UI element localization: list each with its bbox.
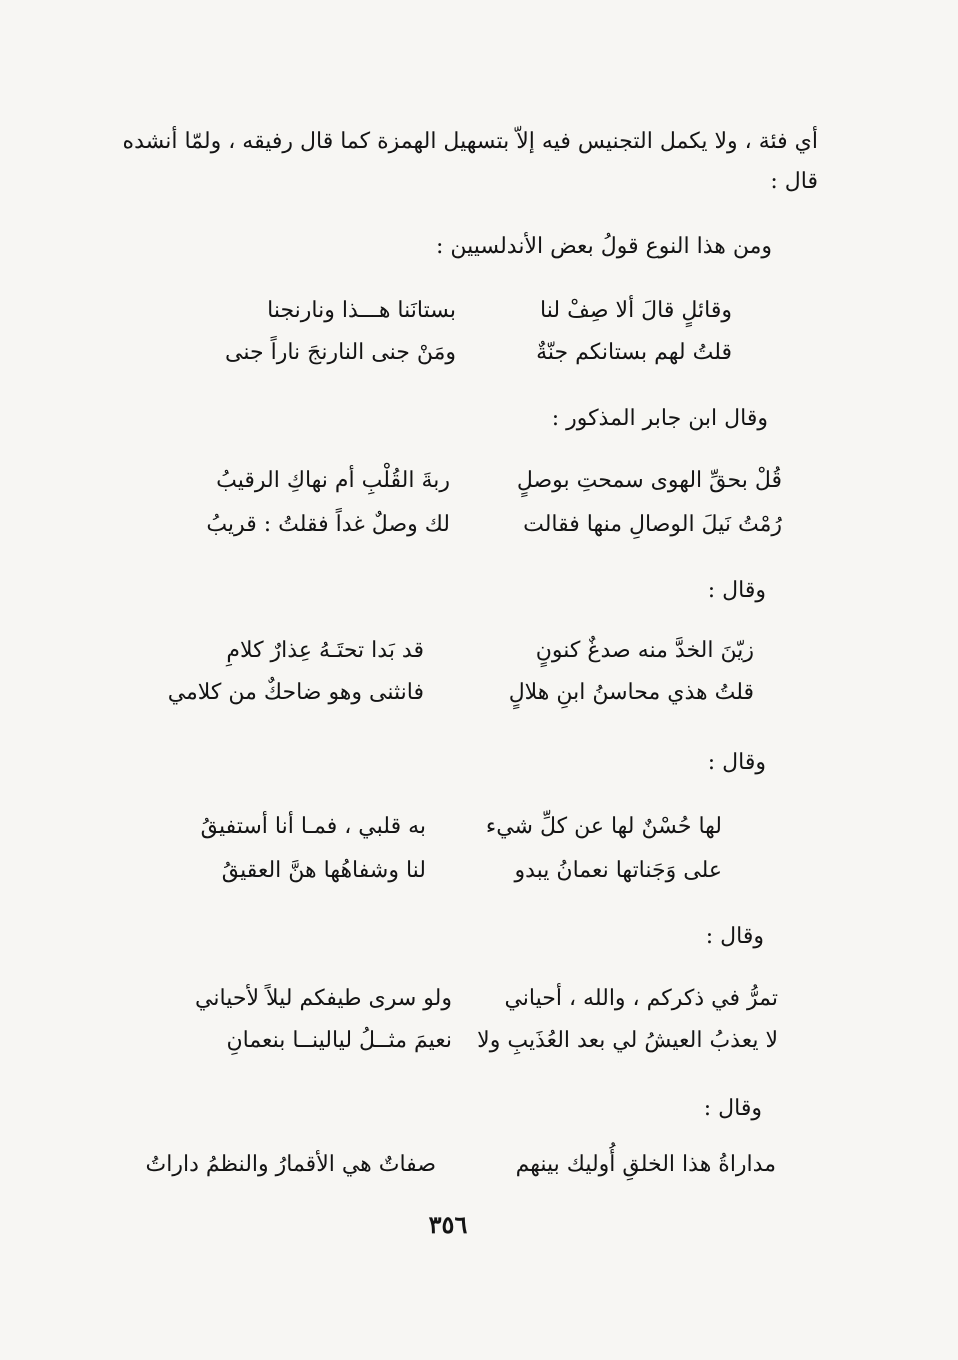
verse-first-hemistich: زيّنَ الخدَّ منه صدغٌ كنونٍ <box>535 638 754 663</box>
verse-second-hemistich: لنا وشفاهُها هنَّ العقيقُ <box>221 858 426 883</box>
verse-first-hemistich: قلتُ لهم بستانكم جنّةٌ <box>536 340 732 365</box>
verse-line <box>162 854 722 888</box>
verse-first-hemistich: لا يعذبُ العيشُ لي بعد العُذَيبِ ولا <box>477 1028 778 1053</box>
verse-first-hemistich: وقائلٍ قالَ ألا صِفْ لنا <box>540 298 732 323</box>
verse-second-hemistich: ربةَ القُلْبِ أم نهاكِ الرقيبُ <box>216 468 450 493</box>
verse-second-hemistich: صفاتٌ هي الأقمارُ والنظمُ داراتُ <box>145 1152 436 1177</box>
section-heading: وقال : <box>703 1096 762 1121</box>
verse-line <box>142 508 782 542</box>
verse-line <box>212 336 732 370</box>
verse-second-hemistich: نعيمَ مثــلُ ليالينــا بنعمانِ <box>226 1028 452 1053</box>
prose-line: قال : <box>770 169 818 194</box>
section-heading: وقال : <box>705 924 764 949</box>
verse-second-hemistich: فانثنى وهو ضاحكٌ من كلامي <box>167 680 424 705</box>
verse-line <box>88 982 778 1016</box>
verse-second-hemistich: بستانَنا هـــذا ونارنجنا <box>267 298 456 323</box>
verse-line <box>142 464 782 498</box>
verse-first-hemistich: قلتُ هذي محاسنُ ابنِ هلالٍ <box>508 680 754 705</box>
verse-line <box>212 294 732 328</box>
section-heading: وقال : <box>707 750 766 775</box>
verse-line <box>86 1148 776 1182</box>
verse-first-hemistich: لها حُسْنٌ لها عن كلِّ شيء <box>485 814 722 839</box>
verse-line <box>154 676 754 710</box>
verse-first-hemistich: مداراةُ هذا الخلقِ أُوليك بينهم <box>515 1152 776 1177</box>
verse-line <box>162 810 722 844</box>
verse-second-hemistich: به قلبي ، فمـا أنا أستفيقُ <box>200 814 426 839</box>
prose-line: أي فئة ، ولا يكمل التجنيس فيه إلاّ بتسهيل الهمزة كما قال رفيقه ، ولمّا أنشده <box>122 129 818 154</box>
verse-second-hemistich: ولو سرى طيفكم ليلاً لأحياني <box>195 986 452 1011</box>
verse-first-hemistich: على وَجَناتها نعمانُ يبدو <box>514 858 722 883</box>
section-heading: وقال : <box>707 578 766 603</box>
verse-first-hemistich: تمرُّ في ذكركم ، والله ، أحياني <box>504 986 778 1011</box>
verse-second-hemistich: قد بَدا تحتَـهُ عِذارٌ كلامِ <box>226 638 424 663</box>
verse-first-hemistich: رُمْتُ نَيلَ الوصالِ منها فقالت <box>523 512 782 537</box>
page-number: ٣٥٦ <box>428 1210 468 1239</box>
prose-paragraph <box>108 122 818 202</box>
section-heading: ومن هذا النوع قولُ بعض الأندلسيين : <box>436 234 772 259</box>
verse-second-hemistich: لك وصلٌ غداً فقلتُ : قريبُ <box>206 512 450 537</box>
verse-line <box>154 634 754 668</box>
verse-second-hemistich: ومَنْ جنى النارنجَ ناراً جنى <box>225 340 456 365</box>
verse-line <box>88 1024 778 1058</box>
section-heading: وقال ابن جابر المذكور : <box>551 406 768 431</box>
verse-first-hemistich: قُلْ بحقِّ الهوى سمحتِ بوصلٍ <box>516 468 782 493</box>
